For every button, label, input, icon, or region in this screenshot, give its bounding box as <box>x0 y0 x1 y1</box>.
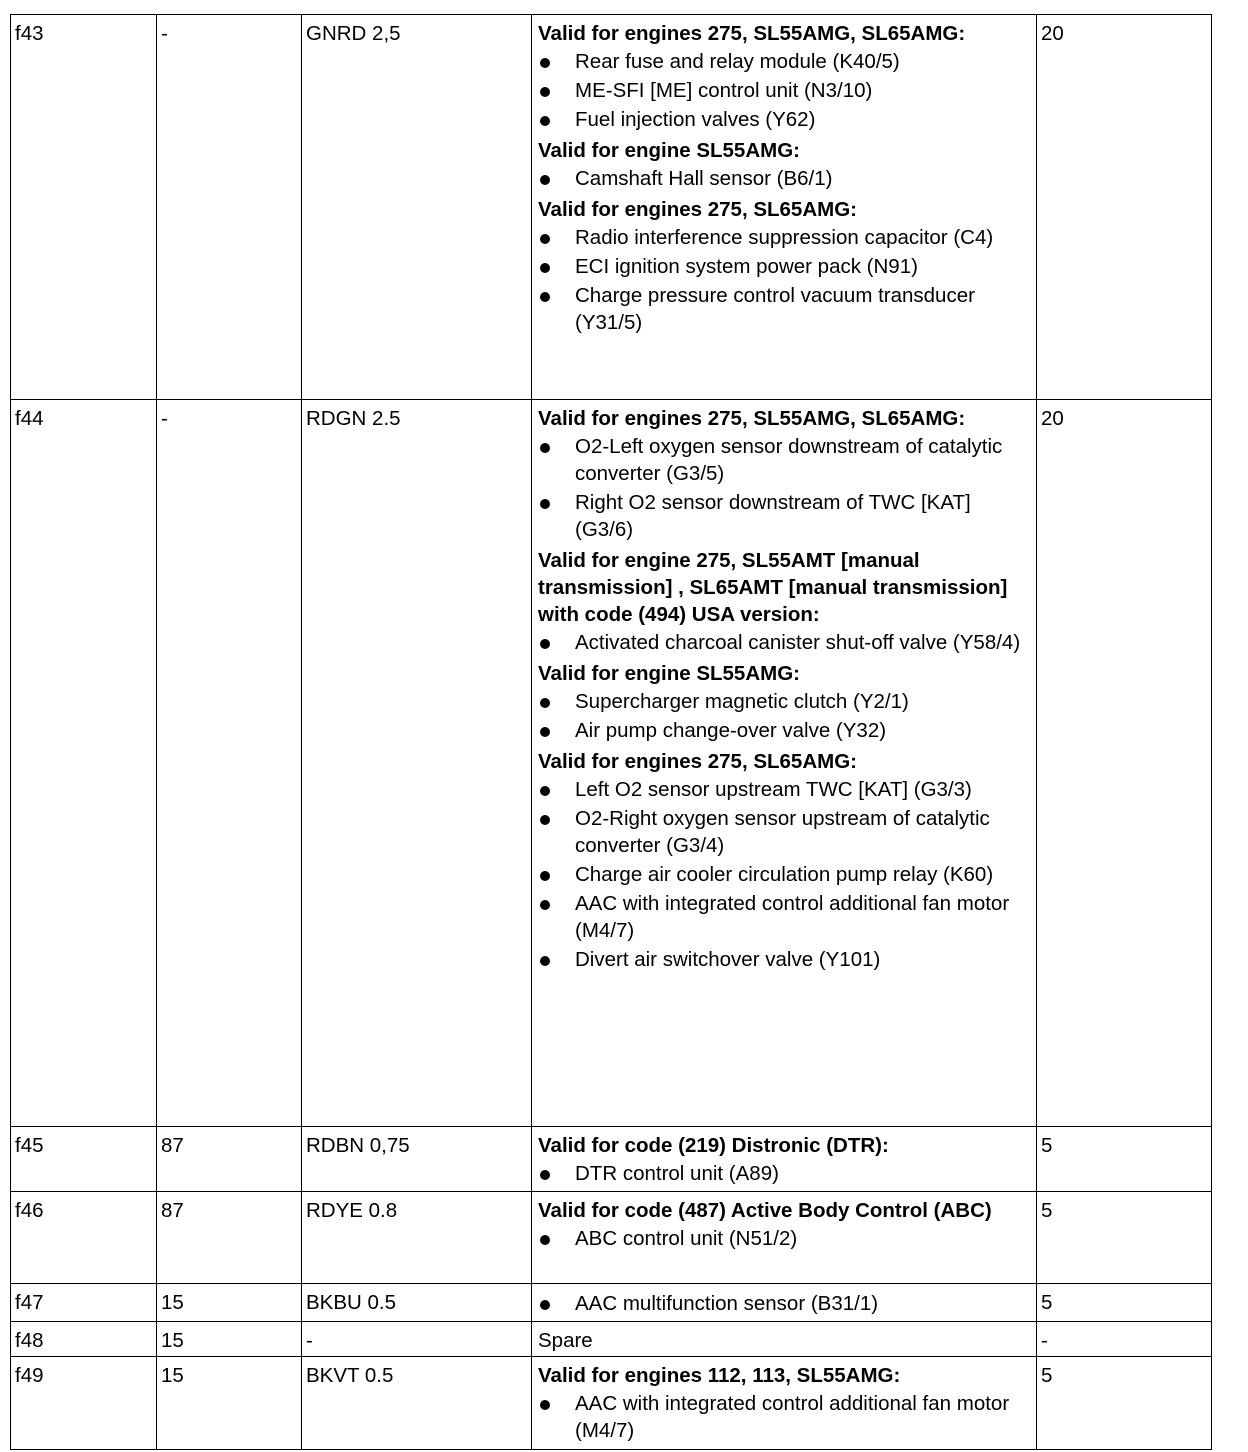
spare-label: Spare <box>538 1329 593 1352</box>
consumer-list <box>538 688 1030 744</box>
fuse-table-body <box>11 15 1212 1450</box>
terminal-cell: 15 <box>157 1357 302 1450</box>
bullet-icon <box>540 727 550 737</box>
bullet-icon <box>540 87 550 97</box>
bullet-icon <box>540 263 550 273</box>
validity-group <box>538 547 1030 656</box>
terminal-cell: 87 <box>157 1192 302 1284</box>
consumer-list-item <box>538 77 1030 104</box>
consumer-list <box>538 1225 1030 1252</box>
fuse-row <box>11 1322 1212 1357</box>
consumer-list <box>538 1290 1030 1317</box>
bullet-icon <box>540 443 550 453</box>
consumers-cell <box>532 1284 1037 1322</box>
consumer-label: Camshaft Hall sensor (B6/1) <box>575 167 833 190</box>
bullet-icon <box>540 292 550 302</box>
amperage-cell: - <box>1037 1322 1212 1357</box>
consumer-list-item <box>538 224 1030 251</box>
consumer-list <box>538 629 1030 656</box>
consumer-list-item <box>538 253 1030 280</box>
validity-heading: Valid for engines 275, SL55AMG, SL65AMG: <box>538 407 966 430</box>
bullet-icon <box>540 815 550 825</box>
validity-heading: Valid for code (219) Distronic (DTR): <box>538 1134 889 1157</box>
consumer-list-item <box>538 717 1030 744</box>
terminal-cell: - <box>157 400 302 1127</box>
consumer-list <box>538 433 1030 543</box>
consumer-label: Activated charcoal canister shut-off valve (Y58/4) <box>575 631 1021 654</box>
fuse-row <box>11 15 1212 400</box>
consumer-list <box>538 1390 1030 1444</box>
consumers-cell <box>532 15 1037 400</box>
bullet-icon <box>540 786 550 796</box>
consumer-list-item <box>538 629 1030 656</box>
consumer-list <box>538 776 1030 973</box>
consumers-cell <box>532 1192 1037 1284</box>
validity-heading: Valid for engine SL55AMG: <box>538 139 800 162</box>
consumer-list-item <box>538 1225 1030 1252</box>
consumer-list-item <box>538 489 1030 543</box>
consumer-label: AAC multifunction sensor (B31/1) <box>575 1292 879 1315</box>
validity-heading: Valid for engines 275, SL65AMG: <box>538 198 857 221</box>
consumer-label: ME-SFI [ME] control unit (N3/10) <box>575 79 873 102</box>
consumer-label: AAC with integrated control additional fan motor (M4/7) <box>575 892 1010 942</box>
amperage-cell: 5 <box>1037 1192 1212 1284</box>
terminal-cell: - <box>157 15 302 400</box>
bullet-icon <box>540 234 550 244</box>
consumer-list-item <box>538 861 1030 888</box>
validity-group <box>538 1197 1030 1252</box>
consumer-list <box>538 165 1030 192</box>
fuse-number-cell: f45 <box>11 1127 157 1192</box>
amperage-cell: 5 <box>1037 1284 1212 1322</box>
fuse-number-cell: f48 <box>11 1322 157 1357</box>
amperage-cell: 20 <box>1037 400 1212 1127</box>
fuse-row <box>11 400 1212 1127</box>
bullet-icon <box>540 956 550 966</box>
consumer-label: Air pump change-over valve (Y32) <box>575 719 887 742</box>
consumer-list-item <box>538 776 1030 803</box>
consumer-list-item <box>538 165 1030 192</box>
fuse-row <box>11 1284 1212 1322</box>
consumer-label: Supercharger magnetic clutch (Y2/1) <box>575 690 909 713</box>
consumer-label: Charge pressure control vacuum transducer (Y31/5) <box>575 284 975 334</box>
validity-group <box>538 1362 1030 1444</box>
terminal-cell: 15 <box>157 1322 302 1357</box>
consumer-label: O2-Left oxygen sensor downstream of catalytic converter (G3/5) <box>575 435 1003 485</box>
consumer-list-item <box>538 48 1030 75</box>
validity-group <box>538 137 1030 192</box>
fuse-number-cell: f47 <box>11 1284 157 1322</box>
consumer-list-item <box>538 1290 1030 1317</box>
validity-group <box>538 1290 1030 1317</box>
validity-group <box>538 405 1030 543</box>
wire-cell: GNRD 2,5 <box>302 15 532 400</box>
consumer-label: ABC control unit (N51/2) <box>575 1227 798 1250</box>
fuse-number-cell: f44 <box>11 400 157 1127</box>
consumer-list-item <box>538 106 1030 133</box>
terminal-cell: 87 <box>157 1127 302 1192</box>
fuse-row <box>11 1357 1212 1450</box>
consumer-label: Charge air cooler circulation pump relay (K60) <box>575 863 994 886</box>
amperage-cell: 5 <box>1037 1357 1212 1450</box>
consumers-cell <box>532 1322 1037 1357</box>
bullet-icon <box>540 116 550 126</box>
consumers-cell <box>532 1127 1037 1192</box>
consumer-label: Radio interference suppression capacitor (C4) <box>575 226 994 249</box>
consumer-list-item <box>538 946 1030 973</box>
consumer-label: AAC with integrated control additional fan motor (M4/7) <box>575 1392 1010 1442</box>
terminal-cell: 15 <box>157 1284 302 1322</box>
bullet-icon <box>540 900 550 910</box>
consumer-list-item <box>538 688 1030 715</box>
wire-cell: RDBN 0,75 <box>302 1127 532 1192</box>
amperage-cell: 20 <box>1037 15 1212 400</box>
consumer-list-item <box>538 1390 1030 1444</box>
bullet-icon <box>540 1235 550 1245</box>
wire-cell: RDGN 2.5 <box>302 400 532 1127</box>
wire-cell: RDYE 0.8 <box>302 1192 532 1284</box>
consumer-label: Right O2 sensor downstream of TWC [KAT] (G3/6) <box>575 491 971 541</box>
fuse-row <box>11 1127 1212 1192</box>
bullet-icon <box>540 58 550 68</box>
consumer-label: Fuel injection valves (Y62) <box>575 108 816 131</box>
bullet-icon <box>540 871 550 881</box>
consumer-list-item <box>538 433 1030 487</box>
validity-heading: Valid for engines 275, SL55AMG, SL65AMG: <box>538 22 966 45</box>
bullet-icon <box>540 698 550 708</box>
validity-group <box>538 1132 1030 1187</box>
amperage-cell: 5 <box>1037 1127 1212 1192</box>
fuse-number-cell: f49 <box>11 1357 157 1450</box>
bullet-icon <box>540 639 550 649</box>
fuse-row <box>11 1192 1212 1284</box>
fuse-number-cell: f46 <box>11 1192 157 1284</box>
bullet-icon <box>540 1400 550 1410</box>
bullet-icon <box>540 175 550 185</box>
consumer-list-item <box>538 890 1030 944</box>
consumer-list <box>538 1160 1030 1187</box>
consumer-label: Left O2 sensor upstream TWC [KAT] (G3/3) <box>575 778 972 801</box>
validity-heading: Valid for engines 275, SL65AMG: <box>538 750 857 773</box>
wire-cell: BKVT 0.5 <box>302 1357 532 1450</box>
wire-cell: - <box>302 1322 532 1357</box>
consumer-label: O2-Right oxygen sensor upstream of catalytic converter (G3/4) <box>575 807 990 857</box>
validity-group <box>538 748 1030 973</box>
validity-heading: Valid for code (487) Active Body Control (ABC) <box>538 1199 992 1222</box>
consumer-label: Divert air switchover valve (Y101) <box>575 948 881 971</box>
consumer-list <box>538 48 1030 133</box>
consumer-label: Rear fuse and relay module (K40/5) <box>575 50 900 73</box>
fuse-table <box>10 14 1212 1450</box>
consumer-label: ECI ignition system power pack (N91) <box>575 255 918 278</box>
wire-cell: BKBU 0.5 <box>302 1284 532 1322</box>
validity-group <box>538 20 1030 133</box>
validity-heading: Valid for engine SL55AMG: <box>538 662 800 685</box>
consumer-list <box>538 224 1030 336</box>
validity-heading: Valid for engine 275, SL55AMT [manual transmission] , SL65AMT [manual transmission] with code (494) USA version: <box>538 549 1008 626</box>
bullet-icon <box>540 1170 550 1180</box>
consumer-list-item <box>538 805 1030 859</box>
bullet-icon <box>540 1300 550 1310</box>
validity-heading: Valid for engines 112, 113, SL55AMG: <box>538 1364 901 1387</box>
bullet-icon <box>540 499 550 509</box>
consumer-list-item <box>538 1160 1030 1187</box>
consumers-cell <box>532 400 1037 1127</box>
consumers-cell <box>532 1357 1037 1450</box>
validity-group <box>538 660 1030 744</box>
consumer-label: DTR control unit (A89) <box>575 1162 779 1185</box>
fuse-number-cell: f43 <box>11 15 157 400</box>
consumer-list-item <box>538 282 1030 336</box>
validity-group <box>538 196 1030 336</box>
